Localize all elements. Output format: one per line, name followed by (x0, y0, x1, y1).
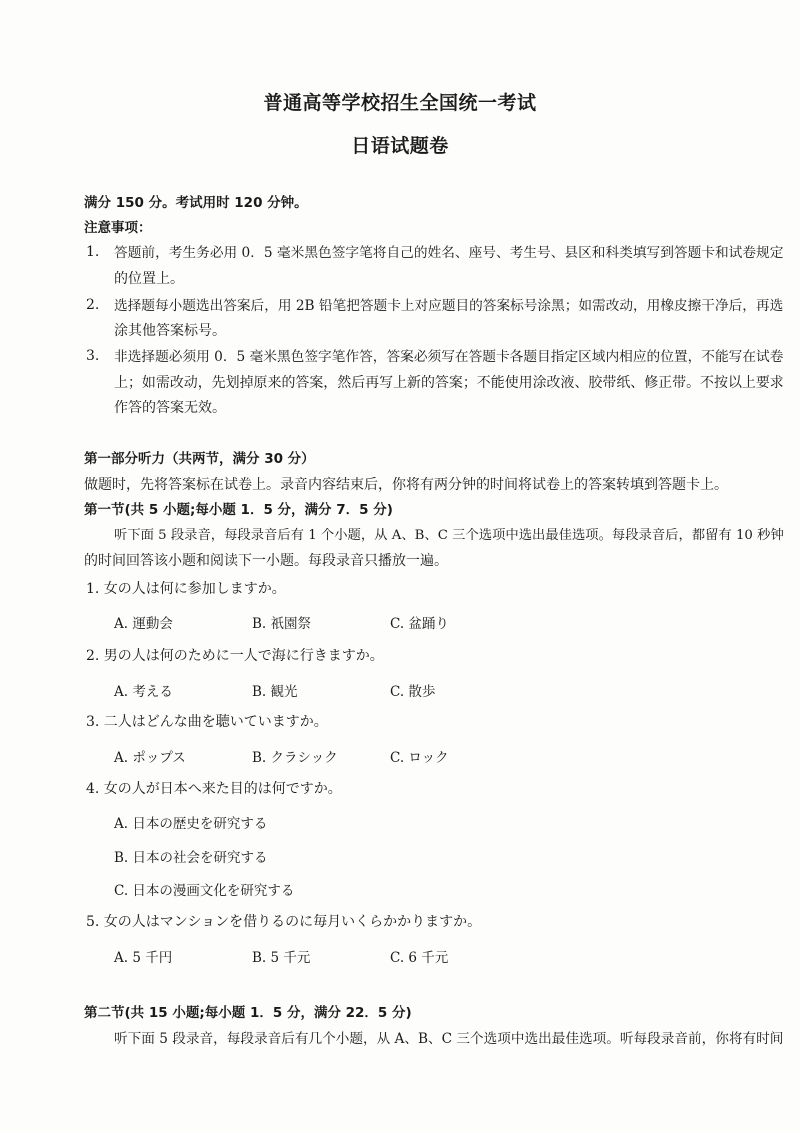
question-stem: 5. 女の人はマンションを借りるのに毎月いくらかかりますか。 (86, 914, 482, 930)
answer-option: A. ポップス (114, 750, 186, 766)
notes-heading: 注意事项： (84, 220, 152, 236)
section2-heading: 第二节(共 15 小题;每小题 1．5 分，满分 22．5 分) (84, 1005, 412, 1021)
answer-option: A. 運動会 (114, 616, 173, 632)
answer-option: A. 考える (114, 684, 173, 700)
note-line: 答题前，考生务必用 0．5 毫米黑色签字笔将自己的姓名、座号、考生号、县区和科类填写到答题卡和试卷规定 (114, 245, 784, 261)
note-number: 3. (86, 348, 100, 364)
exam-info: 满分 150 分。考试用时 120 分钟。 (84, 195, 308, 211)
answer-option: B. 日本の社会を研究する (114, 850, 268, 866)
question-stem: 4. 女の人が日本へ来た目的は何ですか。 (86, 781, 342, 797)
answer-option: C. 散歩 (390, 684, 436, 700)
part1-instruction: 做题时，先将答案标在试卷上。录音内容结束后，你将有两分钟的时间将试卷上的答案转填到答题卡上。 (84, 477, 728, 493)
note-number: 1. (86, 244, 100, 260)
question-stem: 3. 二人はどんな曲を聴いていますか。 (86, 714, 328, 730)
note-line: 涂其他答案标号。 (114, 323, 226, 339)
note-line: 非选择题必须用 0．5 毫米黑色签字笔作答，答案必须写在答题卡各题目指定区域内相应的位置，不能写在试卷 (114, 349, 784, 365)
answer-option: A. 日本の歴史を研究する (114, 816, 268, 832)
answer-option: B. 5 千元 (252, 950, 311, 966)
note-number: 2. (86, 297, 100, 313)
answer-option: C. 日本の漫画文化を研究する (114, 883, 295, 899)
part1-heading: 第一部分听力（共两节，满分 30 分） (84, 451, 315, 467)
note-line: 作答的答案无效。 (114, 400, 226, 416)
note-line: 上；如需改动，先划掉原来的答案，然后再写上新的答案；不能使用涂改液、胶带纸、修正带。不按以上要求 (114, 375, 784, 391)
question-stem: 1. 女の人は何に参加しますか。 (86, 581, 286, 597)
answer-option: C. 盆踊り (390, 616, 449, 632)
section1-instruction: 的时间回答该小题和阅读下一小题。每段录音只播放一遍。 (84, 553, 448, 569)
note-line: 的位置上。 (114, 271, 184, 287)
section2-instruction: 听下面 5 段录音，每段录音后有几个小题，从 A、B、C 三个选项中选出最佳选项。听每段录音前，你将有时间 (114, 1031, 784, 1047)
answer-option: B. 観光 (252, 684, 298, 700)
section1-heading: 第一节(共 5 小题;每小题 1．5 分，满分 7．5 分) (84, 502, 393, 518)
question-stem: 2. 男の人は何のために一人で海に行きますか。 (86, 648, 384, 664)
answer-option: A. 5 千円 (114, 950, 173, 966)
section1-instruction: 听下面 5 段录音，每段录音后有 1 个小题，从 A、B、C 三个选项中选出最佳选项。每段录音后，都留有 10 秒钟 (114, 528, 784, 543)
note-line: 选择题每小题选出答案后，用 2B 铅笔把答题卡上对应题目的答案标号涂黑；如需改动，用橡皮擦干净后，再选 (114, 298, 784, 314)
answer-option: C. 6 千元 (390, 950, 449, 966)
exam-subtitle: 日语试题卷 (351, 135, 449, 157)
exam-title: 普通高等学校招生全国统一考试 (263, 92, 537, 114)
answer-option: B. クラシック (252, 750, 338, 766)
answer-option: B. 祇園祭 (252, 616, 312, 632)
answer-option: C. ロック (390, 750, 449, 766)
